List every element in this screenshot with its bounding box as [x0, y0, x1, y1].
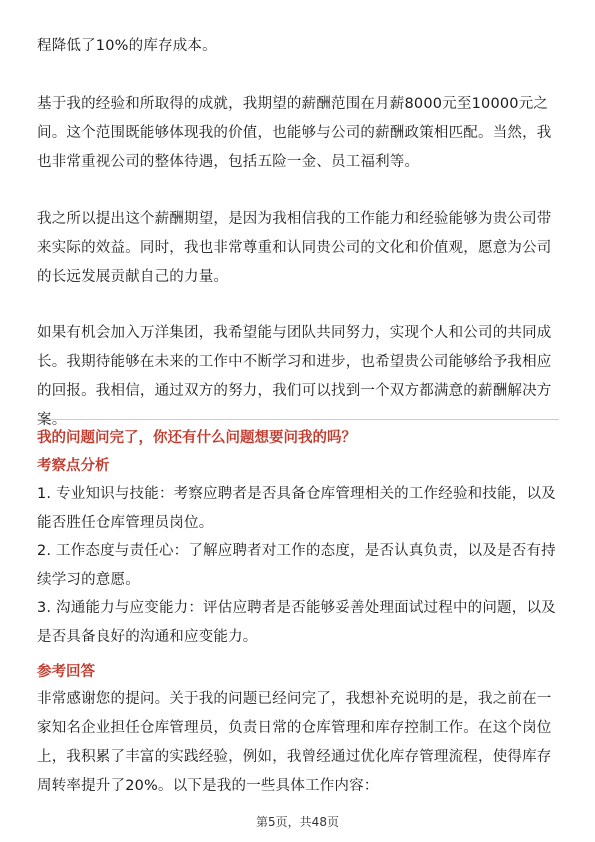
paragraph-intro-fragment: 程降低了10%的库存成本。: [37, 38, 217, 54]
section-divider: [37, 419, 559, 420]
analysis-heading: 考察点分析: [37, 458, 110, 474]
analysis-item-3: 3. 沟通能力与应变能力：评估应聘者是否能够妥善处理面试过程中的问题，以及是否具备良好的沟通和应变能力。: [37, 600, 556, 645]
paragraph-growth: 如果有机会加入万洋集团，我希望能与团队共同努力，实现个人和公司的共同成长。我期待能够在未来的工作中不断学习和进步，也希望贵公司能够给予我相应的回报。我相信，通过双方的努力，我们可以找到一个双方都满意的薪酬解决方案。: [37, 325, 552, 428]
paragraph-salary-range: 基于我的经验和所取得的成就，我期望的薪酬范围在月薪8000元至10000元之间。这个范围既能够体现我的价值，也能够与公司的薪酬政策相匹配。当然，我也非常重视公司的整体待遇，包括五险一金、员工福利等。: [37, 96, 552, 170]
paragraph-salary-reason: 我之所以提出这个薪酬期望，是因为我相信我的工作能力和经验能够为贵公司带来实际的效益。同时，我也非常尊重和认同贵公司的文化和价值观，愿意为公司的长远发展贡献自己的力量。: [37, 211, 552, 285]
analysis-item-1: 1. 专业知识与技能：考察应聘者是否具备仓库管理相关的工作经验和技能，以及能否胜任仓库管理员岗位。: [37, 486, 556, 531]
answer-heading: 参考回答: [37, 664, 95, 680]
page-number: 第5页，共48页: [256, 815, 339, 829]
analysis-item-2: 2. 工作态度与责任心：了解应聘者对工作的态度，是否认真负责，以及是否有持续学习的意愿。: [37, 543, 556, 588]
answer-text: 非常感谢您的提问。关于我的问题已经问完了，我想补充说明的是，我之前在一家知名企业担任仓库管理员，负责日常的仓库管理和库存控制工作。在这个岗位上，我积累了丰富的实践经验，例如，我曾经通过优化库存管理流程，使得库存周转率提升了20%。以下是我的一些具体工作内容：: [37, 691, 552, 794]
interview-question: 我的问题问完了，你还有什么问题想要问我的吗？: [37, 430, 356, 446]
